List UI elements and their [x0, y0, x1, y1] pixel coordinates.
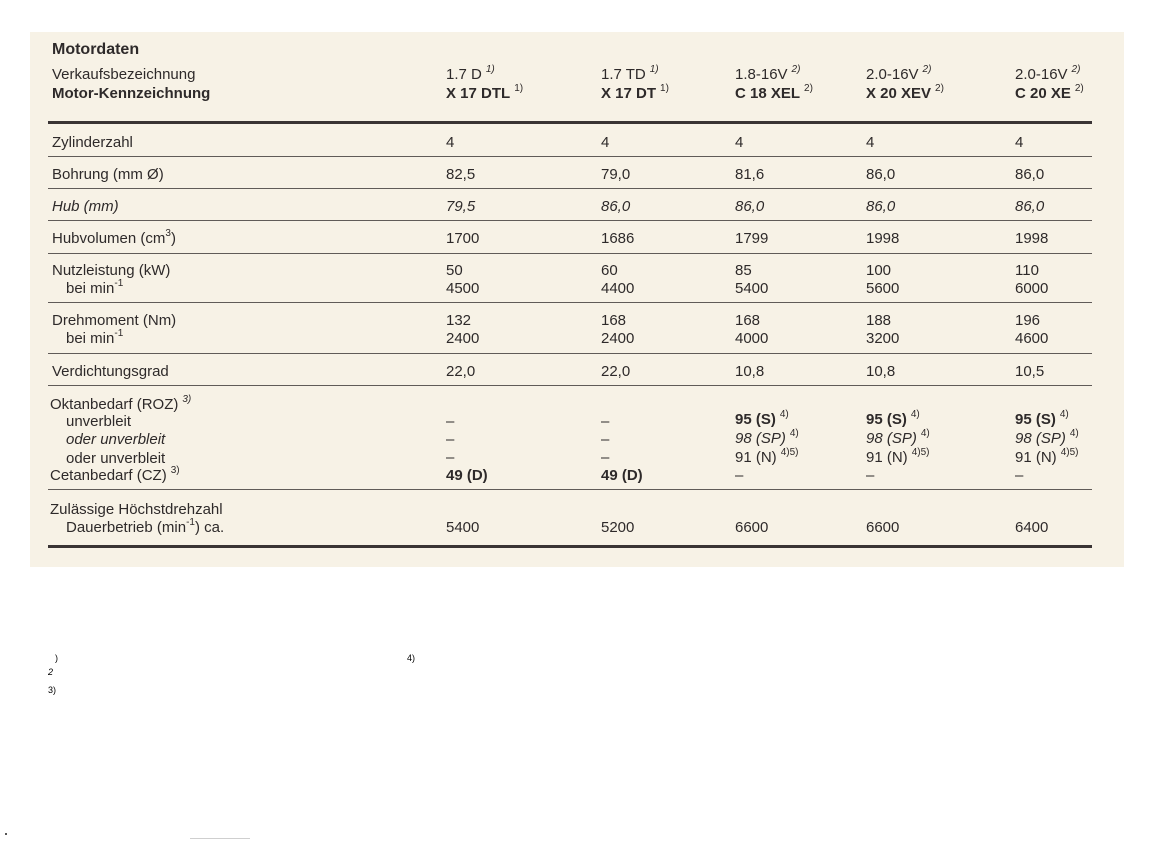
cell: 91 (N) $^{4)5)}$	[1015, 447, 1079, 466]
cell: 98 (SP) $^{4)}$	[735, 428, 799, 447]
cell: 86,0	[601, 198, 631, 215]
row-sublabel-unleaded: unverbleit	[66, 413, 132, 430]
footnote-marker-3: 3)	[48, 685, 57, 695]
cell: 5400	[735, 280, 769, 297]
cell: 6600	[735, 519, 769, 536]
cell: 1700	[446, 230, 480, 247]
cell: 22,0	[601, 363, 631, 380]
cell: 1799	[735, 230, 769, 247]
cell: 2400	[601, 330, 635, 347]
cell: –	[601, 413, 610, 430]
cell: 168	[601, 312, 627, 329]
cell: 6400	[1015, 519, 1049, 536]
cell: 95 (S) $^{4)}$	[1015, 409, 1069, 428]
cell: 1686	[601, 230, 635, 247]
col-1-sales: 1.7 D $^{1)}$	[446, 64, 495, 83]
col-4-sales: 2.0-16V $^{2)}$	[866, 64, 932, 83]
row-sublabel-power-rpm: bei $\min^{-1}$	[66, 278, 124, 297]
cell: 4400	[601, 280, 635, 297]
cell: 4	[446, 134, 455, 151]
cell: 50	[446, 262, 463, 279]
cell: 82,5	[446, 166, 476, 183]
col-2-engine: X 17 DT $^{1)}$	[601, 83, 669, 102]
row-sublabel-or-unleaded-2: oder unverbleit	[66, 450, 166, 467]
cell: 85	[735, 262, 752, 279]
col-3-sales: 1.8-16V $^{2)}$	[735, 64, 801, 83]
row-divider	[48, 385, 1092, 386]
col-4-engine: X 20 XEV $^{2)}$	[866, 83, 944, 102]
cell: –	[601, 431, 610, 448]
cell: 79,0	[601, 166, 631, 183]
col-5-engine: C 20 XE $^{2)}$	[1015, 83, 1084, 102]
row-divider	[48, 489, 1092, 490]
footnote-marker-4: 4)	[407, 653, 416, 663]
cell: 4	[1015, 134, 1024, 151]
cell: 22,0	[446, 363, 476, 380]
cell: 10,8	[735, 363, 765, 380]
cell: 91 (N) $^{4)5)}$	[735, 447, 799, 466]
row-divider	[48, 220, 1092, 221]
cell: 2400	[446, 330, 480, 347]
cell: 4	[866, 134, 875, 151]
row-sublabel-or-unleaded-1: oder unverbleit	[66, 431, 166, 448]
cell: 98 (SP) $^{4)}$	[1015, 428, 1079, 447]
cell: 81,6	[735, 166, 765, 183]
cell: –	[1015, 467, 1024, 484]
row-label-torque: Drehmoment (Nm)	[52, 312, 177, 329]
cell: 79,5	[446, 198, 476, 215]
cell: 49 (D)	[446, 467, 488, 484]
scan-artifact	[5, 833, 7, 835]
cell: 95 (S) $^{4)}$	[866, 409, 920, 428]
cell: 100	[866, 262, 892, 279]
cell: 86,0	[735, 198, 765, 215]
cell: 98 (SP) $^{4)}$	[866, 428, 930, 447]
cell: 168	[735, 312, 761, 329]
header-divider	[48, 121, 1092, 124]
footnote-marker-2: 2	[48, 667, 54, 677]
cell: 4	[735, 134, 744, 151]
cell: 5200	[601, 519, 635, 536]
cell: 6600	[866, 519, 900, 536]
cell: 196	[1015, 312, 1041, 329]
cell: 1998	[866, 230, 900, 247]
row-sublabel-continuous: Dauerbetrieb $(\min^{-1})$ ca.	[66, 517, 225, 536]
cell: 132	[446, 312, 472, 329]
cell: 3200	[866, 330, 900, 347]
col-3-engine: C 18 XEL $^{2)}$	[735, 83, 813, 102]
cell: 95 (S) $^{4)}$	[735, 409, 789, 428]
row-label-octane: Oktanbedarf (ROZ) $^{3)}$	[50, 394, 192, 413]
cell: 5600	[866, 280, 900, 297]
row-sublabel-torque-rpm: bei $\min^{-1}$	[66, 328, 124, 347]
cell: 10,8	[866, 363, 896, 380]
row-label-bore: Bohrung (mm Ø)	[52, 166, 164, 183]
cell: 10,5	[1015, 363, 1045, 380]
cell: 86,0	[1015, 198, 1045, 215]
col-2-sales: 1.7 TD $^{1)}$	[601, 64, 659, 83]
row-label-compression: Verdichtungsgrad	[52, 363, 169, 380]
cell: 86,0	[866, 198, 896, 215]
cell: 5400	[446, 519, 480, 536]
row-label-stroke: Hub (mm)	[52, 198, 119, 215]
cell: 86,0	[866, 166, 896, 183]
col-5-sales: 2.0-16V $^{2)}$	[1015, 64, 1081, 83]
cell: 49 (D)	[601, 467, 643, 484]
table-bottom-divider	[48, 545, 1092, 548]
row-divider	[48, 253, 1092, 254]
row-divider	[48, 188, 1092, 189]
row-label-cylinders: Zylinderzahl	[52, 134, 133, 151]
footnote-marker-1: )	[55, 653, 58, 663]
cell: 4600	[1015, 330, 1049, 347]
cell: 4	[601, 134, 610, 151]
cell: 86,0	[1015, 166, 1045, 183]
cell: 6000	[1015, 280, 1049, 297]
row-label-cetane: Cetanbedarf (CZ) $^{3)}$	[50, 465, 180, 484]
row-label-displacement: Hubvolumen $(cm^3)$	[52, 228, 176, 247]
cell: –	[735, 467, 744, 484]
cell: –	[446, 431, 455, 448]
cell: 91 (N) $^{4)5)}$	[866, 447, 930, 466]
cell: 110	[1015, 262, 1039, 279]
cell: 60	[601, 262, 618, 279]
cell: 4500	[446, 280, 480, 297]
label-engine-code: Motor-Kennzeichnung	[52, 85, 211, 102]
scan-artifact	[190, 838, 250, 839]
row-divider	[48, 156, 1092, 157]
cell: –	[866, 467, 875, 484]
cell: 1998	[1015, 230, 1049, 247]
table-title: Motordaten	[52, 41, 140, 58]
row-divider	[48, 302, 1092, 303]
row-label-power: Nutzleistung (kW)	[52, 262, 171, 279]
table-panel	[30, 32, 1124, 567]
row-label-max-rpm: Zulässige Höchstdrehzahl	[50, 501, 223, 518]
cell: –	[446, 449, 455, 466]
cell: –	[601, 449, 610, 466]
row-divider	[48, 353, 1092, 354]
cell: 4000	[735, 330, 769, 347]
col-1-engine: X 17 DTL $^{1)}$	[446, 83, 524, 102]
cell: 188	[866, 312, 892, 329]
cell: –	[446, 413, 455, 430]
label-sales-designation: Verkaufsbezeichnung	[52, 66, 196, 83]
